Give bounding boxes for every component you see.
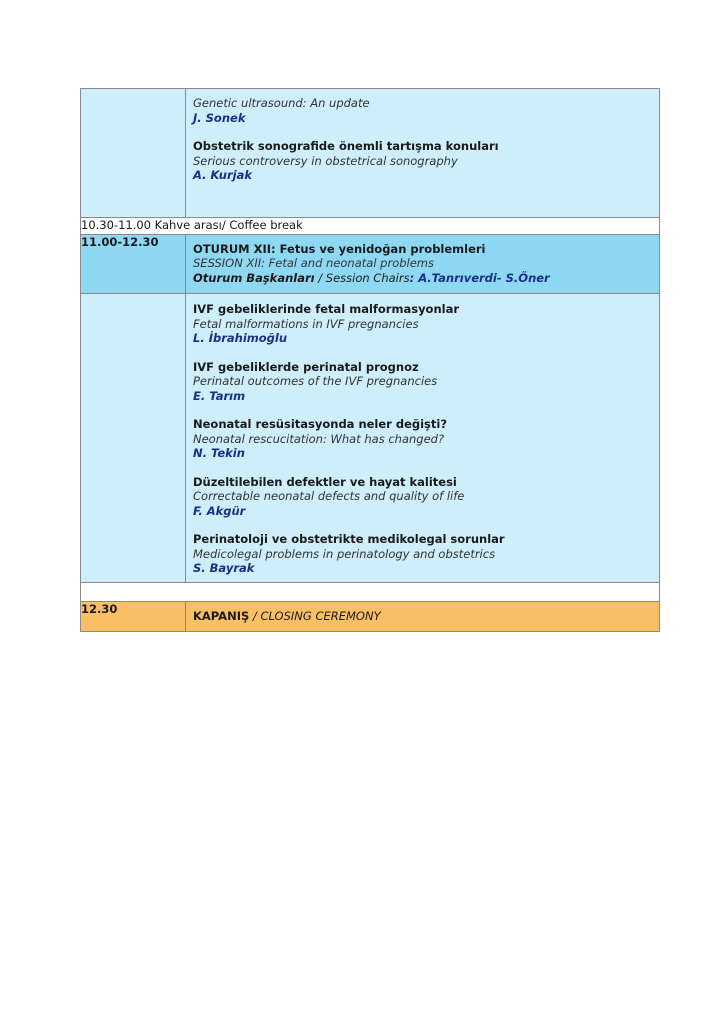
talk-item [193,475,651,519]
session-time: 11.00-12.30 [81,234,186,294]
talk-speaker: N. Tekin [193,446,245,460]
session-chairs [193,271,651,286]
talk-title-en: Perinatal outcomes of the IVF pregnancies [193,374,438,388]
time-cell-empty [81,294,186,583]
talk-item [193,139,651,183]
talk-title-en: Correctable neonatal defects and quality of life [193,489,465,503]
talk-item [193,360,651,404]
talk-item [193,532,651,576]
talk-title-en: Medicolegal problems in perinatology and obstetrics [193,546,496,561]
talk-title-en: Genetic ultrasound: An update [193,96,370,110]
session-title-en: SESSION XII: Fetal and neonatal problems [193,256,435,270]
talk-item [193,417,651,461]
time-cell-empty [81,89,186,218]
coffee-break-row [81,217,660,234]
session-chairs-label: Oturum Başkanları [193,270,315,285]
talk-title-en: Serious controversy in obstetrical sonography [193,153,458,168]
talk-item [193,302,651,346]
talk-speaker: S. Bayrak [193,561,255,575]
talk-block-row [81,89,660,218]
talk-title-tr: Perinatoloji ve obstetrikte medikolegal sorunlar [193,532,505,546]
session-header-row [81,234,660,294]
talk-block-row [81,294,660,583]
coffee-break: 10.30-11.00 Kahve arası/ Coffee break [81,217,660,234]
talks-cell [186,89,660,218]
talk-title-tr: IVF gebeliklerde perinatal prognoz [193,359,419,374]
program-table [80,88,660,632]
talk-speaker: E. Tarım [193,388,246,403]
talk-speaker: A. Kurjak [193,168,252,182]
session-chairs-names: : A.Tanrıverdi- S.Öner [409,270,550,285]
closing-label: KAPANIŞ [193,608,250,623]
talk-title-en: Neonatal rescucitation: What has changed? [193,431,445,446]
talk-speaker: L. İbrahimoğlu [193,331,288,345]
talk-speaker: F. Akgür [193,503,246,518]
closing-info [186,601,660,631]
talk-title-en: Fetal malformations in IVF pregnancies [193,316,419,331]
talks-cell [186,294,660,583]
closing-time: 12.30 [81,601,186,631]
talk-title-tr: Obstetrik sonografide önemli tartışma konuları [193,139,499,153]
talk-speaker: J. Sonek [193,110,246,125]
closing-row [81,601,660,631]
session-chairs-label-en: / Session Chairs [314,270,410,285]
empty-cell [81,582,660,601]
talk-title-tr: Neonatal resüsitasyonda neler değişti? [193,417,448,431]
talk-title-tr: Düzeltilebilen defektler ve hayat kalitesi [193,474,457,489]
session-title: OTURUM XII: Fetus ve yenidoğan problemleri [193,241,486,256]
spacer-row [81,582,660,601]
closing-label-en: / CLOSING CEREMONY [249,608,381,623]
talk-item [193,96,651,125]
session-info [186,234,660,294]
talk-title-tr: IVF gebeliklerinde fetal malformasyonlar [193,302,460,316]
